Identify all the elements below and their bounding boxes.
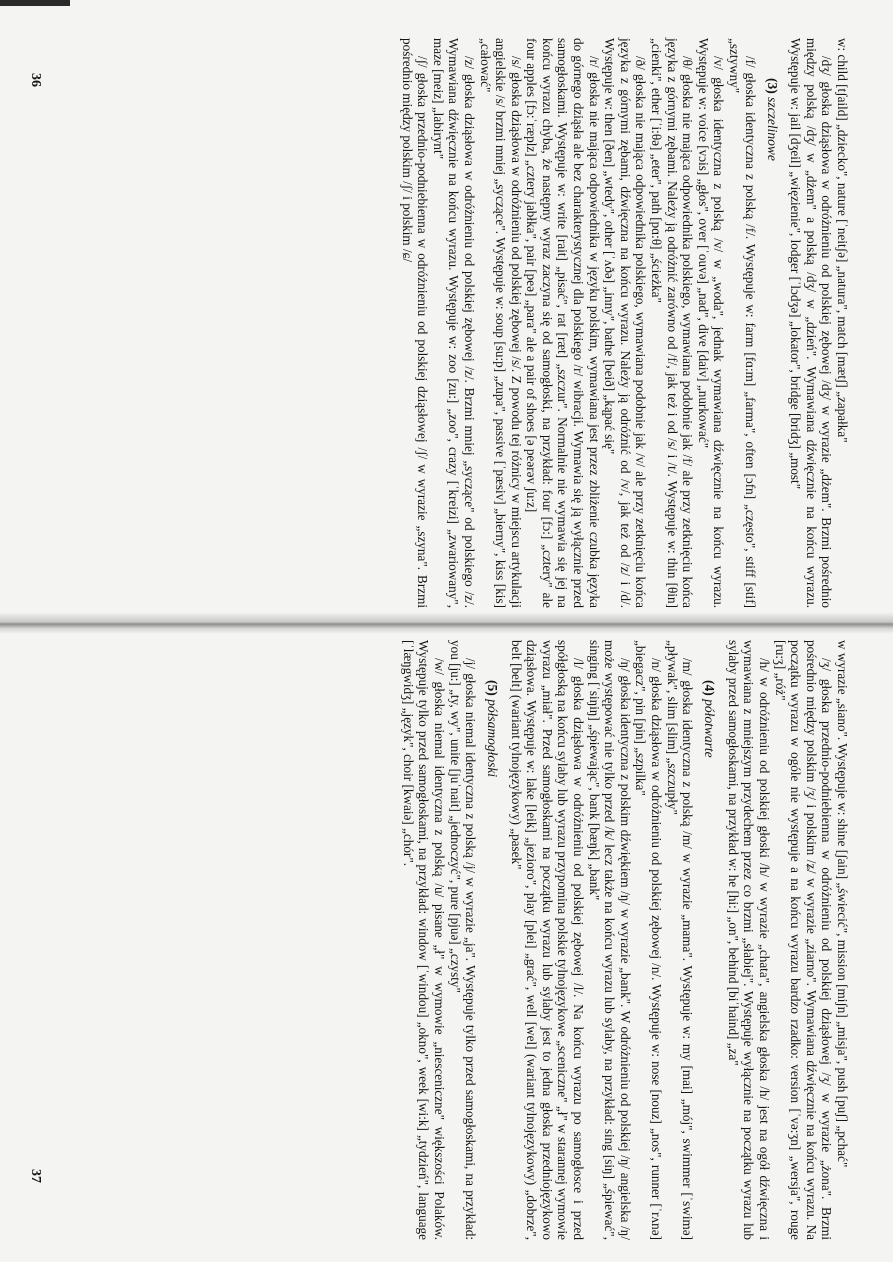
paragraph-s: /s/ głoska dziąsłowa w odróżnieniu od polskiej zębowej /s/. Z powodu tej różnicy w miejscu artykulacji angielskie /s/ brzmi mniej „syczące". Występuje w: soup [su:p] „zupa", passive [ˈpæsiv] „bierny", kiss [kis] „całować" — [477, 38, 524, 608]
page-number-36: 36 — [28, 73, 43, 87]
section-heading-5 — [484, 680, 500, 1240]
section-number: (4) — [702, 680, 718, 696]
paragraph-ng: /ŋ/ głoska identyczna z polskim dźwiękiem /ŋ/ w wyrazie „bank". W odróżnieniu od polskiej /ŋ/ angielska /ŋ/ może występować nie tylko przed /k/ lecz także na końcu wyrazu lub sylaby, na przykład: sing [siŋ] „śpiewać", singing [ˈsiŋiŋ] „śpiewając", bank [bæŋk] „bank" — [586, 640, 633, 1240]
scan-edge — [0, 0, 70, 6]
section-heading-4 — [701, 680, 717, 1240]
page-36 — [80, 38, 850, 608]
paragraph-j: /j/ głoska niemal identyczna z polską /j/ w wyrazie „ja". Występuje tylko przed samogłoskami, na przykład: you [ju:] „ty, wy", unite [juˈnait] „jednoczyć", pure [pjuə] „czysty" — [447, 640, 479, 1240]
paragraph-w: /w/ głoska niemal identyczna z polską /u/ pisane „ł" w wymowie „niesceniczne" większości Polaków. Występuje tylko przed samogłoskami, na przykład: window [ˈwindou] „okno", week [wi:k] „tydzień", language [ˈlæŋgwidʒ] „język", choir [kwaiə] „chór". — [400, 640, 447, 1240]
paragraph-r: /r/ głoska nie mająca odpowiednika w języku polskim, wymawiana jest przez zbliżenie czubka języka do górnego dziąsła ale bez charakterystycznej dla polskiego /r/ wibracji. Wymawia się ją wyłącznie przed samogłoskami. Występuje w: write [rait] „pisać", rat [ræt] „szczur". Normalnie nie wymawia się jej na końcu wyrazu chyba, że następny wyraz zaczyna się od samogłoski, na przykład: four [fɔ:] „cztery" ale four apples [fɔ:ˈræplz] „cztery jabłka", pair [peə] „para" ale a pair of shoes [ə peərəv ʃu:z] — [524, 38, 602, 608]
paragraph-h: /h/ w odróżnieniu od polskiej głoski /h/ w wyrazie „chata", angielska głoska /h/ jest na ogół dźwięczna i wymawiana z mniejszym przydechem przez co brzmi „słabiej". Występuje wyłącznie na początku wyrazu lub sylaby przed samogłoskami, na przykład w: he [hi:] „on", behind [biˈhaind] „za" — [725, 640, 773, 1240]
paragraph-zh: /ʒ/ głoska przednio-podniebienna w odróżnieniu od polskiej dziąsłowej /ʒ/ w wyrazie „żona". Brzmi pośrednio między polskim /ʒ/ i polskim /ʑ/ w wyrazie „ziarno". Wymawiana dźwięcznie na końcu wyrazu. Na początku wyrazu w ogóle nie występuje a na końcu wyrazu bardzo rzadko: version [ˈvə:ʒn] „wersja", rouge [ru:ʒ] „róż" — [772, 640, 835, 1240]
section-title: półsamogłoski — [485, 699, 501, 778]
paragraph-l: /l/ głoska dziąsłowa w odróżnieniu od polskiej zębowej /l/. Na końcu wyrazu po samogłosce i przed spółgłoską na końcu sylaby lub wyrazu przypomina polskie tylnojęzykowe „sceniczne" „ł" w starannej wymowie wyrazu „miał". Przed samogłoskami na początku wyrazu lub sylaby jest to jedna głoska przedniojęzykowo dziąsłowa. Występuje w: lake [leik] „jezioro", play [plei] „grać", well [wel] (wariant tylnojęzykowy) „dobrze", belt [belt] (wariant tylnojęzykowy) „pasek" — [508, 640, 587, 1240]
paragraph-v: /v/ głoska identyczna z polską /v/ w „woda", jednak wymawiana dźwięcznie na końcu wyrazu. Występuje w: voice [vɔis] „głos", over [ˈouvə] „nad", dive [daiv] „nurkować" — [695, 38, 727, 608]
paragraph-ch-intro: w: child [tʃaild] „dziecko", nature [ˈneitʃə] „natura", match [mætʃ] „zapałka" — [835, 38, 850, 443]
paragraph-eth: /ð/ głoska nie mająca odpowiednika polskiego, wymawiana podobnie jak /v/ ale przy zetknięciu końca języka z górnymi zębami, dźwięczna na końcu wyrazu. Należy ją odróżnić od /v/, jak też od /z/ i /d/. Występuje w: then [ðen] „wtedy", other [ˈʌðə] „inny", bathe [beið] „kąpać się" — [602, 38, 649, 608]
book-spine — [0, 612, 893, 634]
section-title: półotwarte — [702, 699, 718, 758]
page-37 — [80, 640, 850, 1240]
paragraph-n: /n/ głoska dziąsłowa w odróżnieniu od polskiej zębowej /n/. Występuje w: nose [nouz] „nos", runner [ˈrʌnə] „biegacz", pin [pin] „szpilka" — [633, 640, 665, 1240]
page-number-37: 37 — [28, 1169, 43, 1183]
section-title: szczelinowe — [764, 97, 780, 161]
section-number: (3) — [764, 78, 780, 94]
paragraph-sh-cont: w wyrazie „siano". Występuje w: shine [ʃain] „świecić", mission [miʃn] „misja", push [puʃ] „pchać" — [835, 640, 850, 1168]
section-heading-3 — [764, 78, 780, 608]
paragraph-theta: /θ/ głoska nie mająca odpowiednika polskiego, wymawiana podobnie jak /f/ ale przy zetknięciu końca języka z górnymi zębami. Należy ją odróżnić zarówno od /f/, jak też i od /s/ i /t/. Występuje w: thin [θin] „cienki", ether [ˈi:θə] „eter", path [pɑ:θ] „ścieżka" — [649, 38, 696, 608]
paragraph-z: /z/ głoska dziąsłowa w odróżnieniu od polskiej zębowej /z/. Brzmi mniej „syczące" od polskiego /z/. Wymawiana dźwięcznie na końcu wyrazu. Występuje w: zoo [zu:] „zoo", crazy [ˈkreizi] „zwariowany", maze [meiz] „labirynt" — [430, 38, 477, 608]
paragraph-f: /f/ głoska identyczna z polską /f/. Występuje w: farm [fɑ:m] „farma", often [ɔfn] „często", stiff [stif] „sztywny" — [727, 38, 758, 608]
paragraph-dz: /dʒ/ głoska dziąsłowa w odróżnieniu od polskiej zębowej /dʒ/ w wyrazie „dżem". Brzmi pośrednio między polską /dʒ/ w „dżem" a polską /dʒ/ w „dzień". Wymawiana dźwięcznie na końcu wyrazu. Występuje w: jail [dʒeil] „więzienie", lodger [ˈlɔdʒə] „lokator", bridge [bridʒ] „most" — [788, 38, 835, 608]
paragraph-sh: /ʃ/ głoska przednio-podniebienna w odróżnieniu od polskiej dziąsłowej /ʃ/ w wyrazie „szyna". Brzmi pośrednio między polskim /ʃ/ i polskim /ɕ/ — [399, 38, 431, 608]
paragraph-m: /m/ głoska identyczna z polską /m/ w wyrazie „mama". Występuje w: my [mai] „mój", swimmer [ˈswimə] „pływak", slim [slim] „szczupły" — [664, 640, 696, 1240]
section-number: (5) — [485, 680, 501, 696]
